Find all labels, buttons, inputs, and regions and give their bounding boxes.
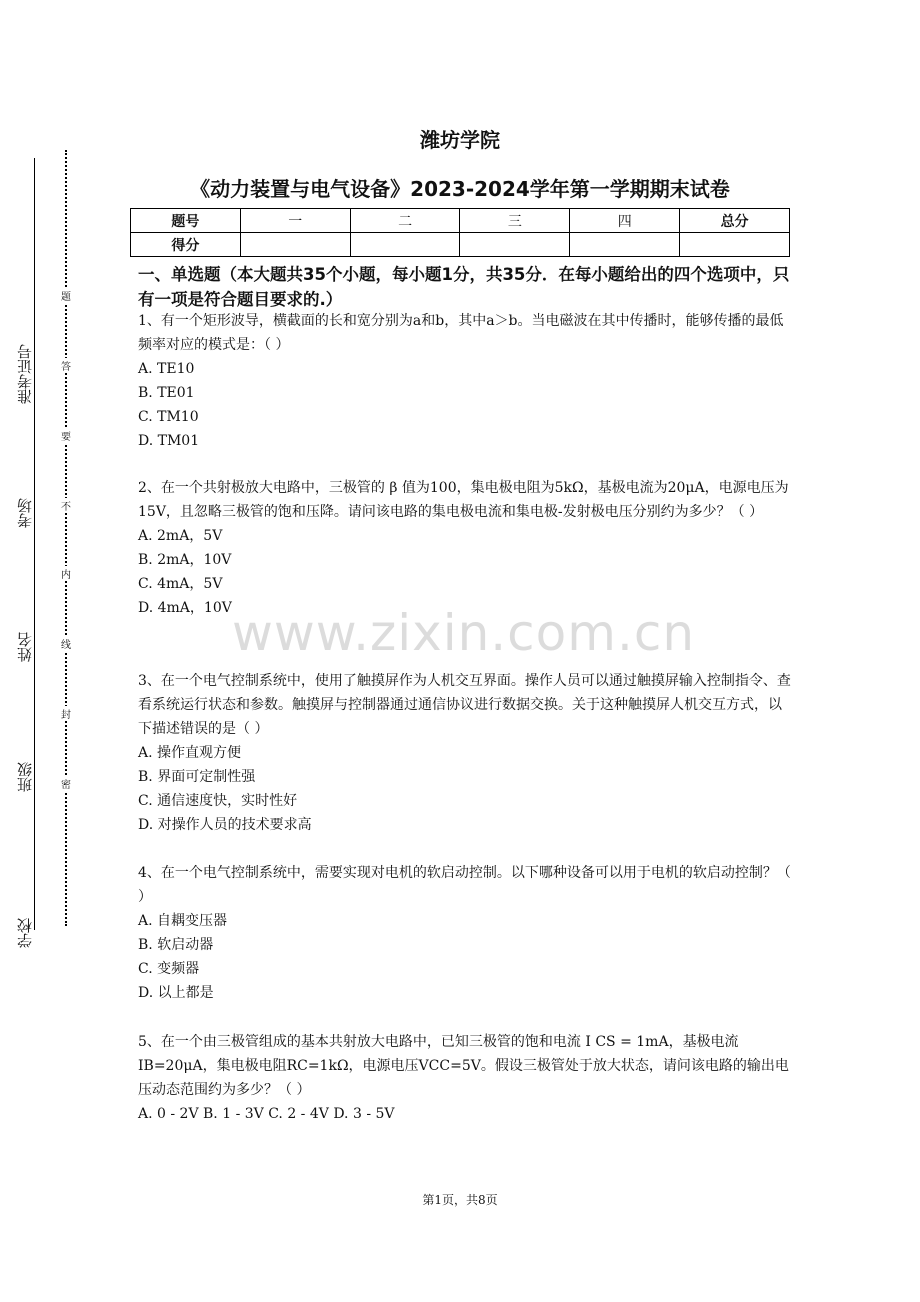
seal-char: 线 (59, 636, 73, 651)
options-line[interactable]: A. 0 - 2V B. 1 - 3V C. 2 - 4V D. 3 - 5V (138, 1106, 395, 1122)
question-3 (138, 669, 794, 837)
option-c[interactable]: C. 变频器 (138, 961, 200, 977)
question-stem: 5、在一个由三极管组成的基本共射放大电路中，已知三极管的饱和电流 I CS = 1mA，基极电流IB=20μA，集电极电阻RC=1kΩ，电源电压VCC=5V。假设三极管处于放大状态，请问该电路的输出电压动态范围约为多少？（ ） (138, 1034, 789, 1098)
seal-char: 内 (59, 566, 73, 581)
school-name: 潍坊学院 (420, 128, 500, 152)
question-1 (138, 309, 794, 453)
option-b[interactable]: B. 软启动器 (138, 937, 214, 953)
seal-char: 要 (59, 428, 73, 443)
option-b[interactable]: B. 界面可定制性强 (138, 769, 256, 785)
option-d[interactable]: D. 对操作人员的技术要求高 (138, 817, 312, 833)
option-c[interactable]: C. 4mA，5V (138, 576, 223, 592)
option-b[interactable]: B. TE01 (138, 385, 195, 401)
score-input-cell[interactable] (350, 233, 460, 257)
score-table-cell: 题号 (131, 209, 241, 233)
score-table-score-row (131, 233, 790, 257)
score-table-cell: 一 (240, 209, 350, 233)
score-input-cell[interactable] (570, 233, 680, 257)
score-table (130, 208, 790, 257)
option-a[interactable]: A. 自耦变压器 (138, 913, 228, 929)
seal-char: 答 (59, 358, 73, 373)
seal-char: 密 (59, 776, 73, 791)
option-d[interactable]: D. 以上都是 (138, 985, 214, 1001)
seal-char: 不 (59, 498, 73, 513)
school-label: 学校 (16, 918, 34, 948)
watermark: www.zixin.com.cn (232, 604, 696, 662)
section-heading: 一、单选题（本大题共35个小题，每小题1分，共35分．在每小题给出的四个选项中，只有一项是符合题目要求的.） (138, 265, 790, 309)
question-stem: 3、在一个电气控制系统中，使用了触摸屏作为人机交互界面。操作人员可以通过触摸屏输入控制指令、查看系统运行状态和参数。触摸屏与控制器通过通信协议进行数据交换。关于这种触摸屏人机交互方式，以下描述错误的是（ ） (138, 673, 791, 737)
exam-title: 《动力装置与电气设备》2023-2024学年第一学期期末试卷 (190, 177, 730, 201)
score-row-label: 得分 (131, 233, 241, 257)
question-2 (138, 476, 794, 620)
option-d[interactable]: D. 4mA，10V (138, 600, 232, 616)
question-5 (138, 1030, 794, 1126)
score-table-cell: 三 (460, 209, 570, 233)
seal-char: 题 (59, 288, 73, 303)
option-d[interactable]: D. TM01 (138, 433, 200, 449)
seal-char: 封 (59, 706, 73, 721)
option-c[interactable]: C. 通信速度快，实时性好 (138, 793, 298, 809)
name-label: 姓名 (16, 632, 34, 662)
class-label: 班级 (16, 762, 34, 792)
score-table-cell: 二 (350, 209, 460, 233)
question-stem: 4、在一个电气控制系统中，需要实现对电机的软启动控制。以下哪种设备可以用于电机的软启动控制？（ ） (138, 865, 791, 905)
question-4 (138, 861, 794, 1005)
exam-number-label: 准考证号 (16, 344, 34, 404)
score-table-header-row (131, 209, 790, 233)
seal-dotted-line (65, 150, 67, 926)
page-number: 第1页，共8页 (422, 1193, 498, 1207)
score-input-cell[interactable] (460, 233, 570, 257)
option-c[interactable]: C. TM10 (138, 409, 199, 425)
score-input-cell[interactable] (680, 233, 790, 257)
option-a[interactable]: A. 2mA，5V (138, 528, 223, 544)
score-input-cell[interactable] (240, 233, 350, 257)
score-table-cell: 四 (570, 209, 680, 233)
exam-room-label: 考场 (16, 498, 34, 528)
score-table-cell: 总分 (680, 209, 790, 233)
option-a[interactable]: A. 操作直观方便 (138, 745, 242, 761)
option-b[interactable]: B. 2mA，10V (138, 552, 232, 568)
option-a[interactable]: A. TE10 (138, 361, 195, 377)
question-stem: 2、在一个共射极放大电路中，三极管的 β 值为100，集电极电阻为5kΩ，基极电流为20μA，电源电压为15V，且忽略三极管的饱和压降。请问该电路的集电极电流和集电极-发射极电压分别约为多少？（ ） (138, 480, 789, 520)
binding-margin-line (34, 158, 35, 930)
question-stem: 1、有一个矩形波导，横截面的长和宽分别为a和b，其中a＞b。当电磁波在其中传播时，能够传播的最低频率对应的模式是：（ ） (138, 313, 784, 353)
